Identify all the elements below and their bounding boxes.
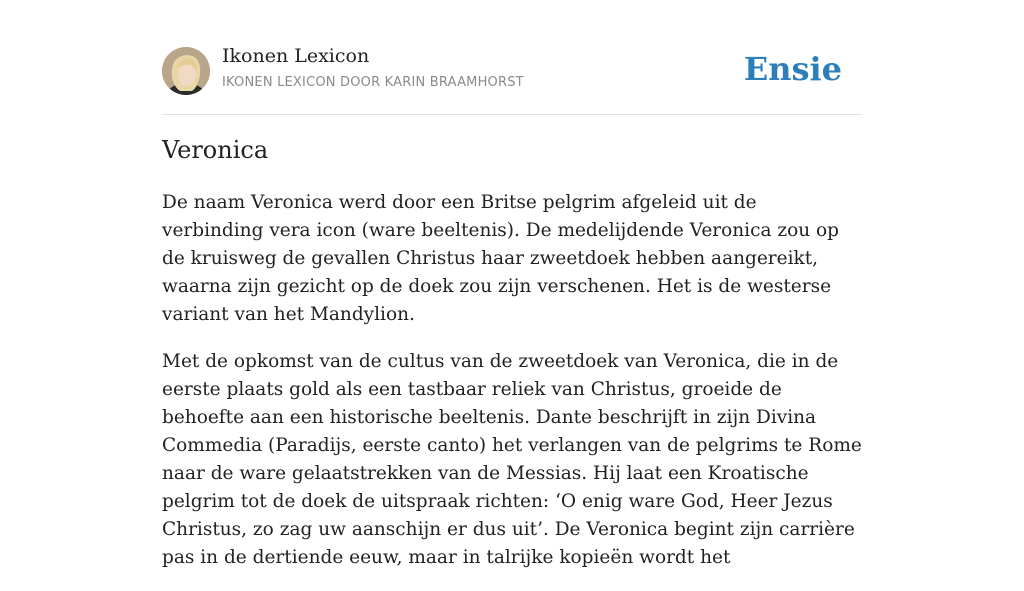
page-header	[162, 0, 862, 115]
article-paragraph: De naam Veronica werd door een Britse pelgrim afgeleid uit de verbinding vera icon (ware beeltenis). De medelijdende Veronica zou op de kruisweg de gevallen Christus haar zweetdoek hebben aangereikt, waarna zijn gezicht op de doek zou zijn verschenen. Het is de westerse variant van het Mandylion.	[162, 192, 840, 325]
author-portrait-icon	[162, 47, 210, 95]
ensie-logo-link[interactable]: Ensie	[743, 50, 842, 88]
author-title[interactable]: Ikonen Lexicon	[222, 45, 370, 67]
article-body	[162, 189, 862, 591]
author-avatar[interactable]	[162, 47, 210, 95]
article-paragraph: Met de opkomst van de cultus van de zweetdoek van Veronica, die in de eerste plaats gold als een tastbaar reliek van Christus, groeide de behoefte aan een historische beeltenis. Dante beschrijft in zijn Divina Commedia (Paradijs, eerste canto) het verlangen van de pelgrims te Rome naar de ware gelaatstrekken van de Messias. Hij laat een Kroatische pelgrim tot de doek de uitspraak richten: ‘O enig ware God, Heer Jezus Christus, zo zag uw aanschijn er dus uit’. De Veronica begint zijn carrière pas in de dertiende eeuw, maar in talrijke kopieën wordt het	[162, 351, 862, 568]
article-title: Veronica	[162, 136, 269, 164]
page-container	[162, 0, 862, 568]
author-subtitle: IKONEN LEXICON DOOR KARIN BRAAMHORST	[222, 75, 524, 90]
